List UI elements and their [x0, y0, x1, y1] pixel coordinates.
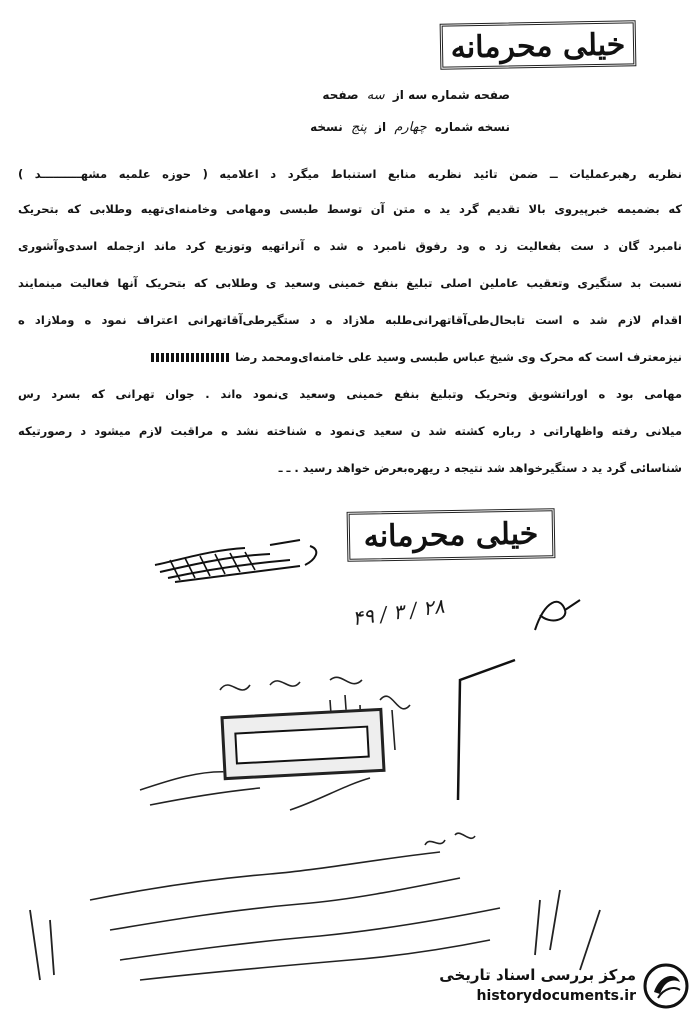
bracket-line [420, 650, 540, 810]
copy-number-of: از [375, 120, 387, 134]
copy-number-suffix: نسخه [310, 120, 343, 134]
inner-registration-stamp [220, 708, 385, 780]
copy-number-line [310, 120, 510, 135]
margin-mark [520, 590, 600, 640]
page-number-label: صفحه شماره سه [408, 88, 510, 102]
archive-name: مرکز بررسی اسناد تاریخی [439, 966, 636, 984]
inner-stamp-frame [234, 726, 369, 765]
page-total-handwritten: سه [366, 88, 385, 103]
body-line-4: نسبت بد ستگیری وتعقیب عاملین اصلی تبلیغ بنفع خمینی وسعید ی وطلابی که بتحریک آنها فعالیت مینمایند [18, 276, 682, 290]
copy-number-label: نسخه شماره [434, 120, 510, 134]
body-line-5: اقدام لازم شد ه است تابحال‌طی‌آقاتهرانی‌طلبه ملازاد ه د ستگیرطی‌آقاتهرانی اعتراف نمود ه وملازاد ه [18, 313, 682, 327]
archive-url: historydocuments.ir [476, 988, 636, 1004]
top-classification-stamp: خیلی محرمانه [440, 20, 637, 69]
copy-total-handwritten: پنج [350, 120, 367, 135]
body-line-3: نامبرد گان د ست بفعالیت زد ه ود رفوق نامبرد ه شد ه آنراتهیه وتوزیع کرد ماند ازجمله اسدی‌وآشوری [18, 239, 682, 253]
page-number-line [322, 88, 510, 103]
archive-logo-icon [642, 962, 690, 1010]
page-number-suffix: صفحه [322, 88, 359, 102]
archive-logo-watermark [414, 958, 694, 1014]
body-line-7: مهامی بود ه اوراتشویق وتحریک وتبلیغ بنفع خمینی وسعید ی‌نمود ه‌اند . جوان تهرانی که بسرد رس [18, 387, 682, 401]
signature-scribble [150, 520, 340, 590]
copy-number-handwritten: چهارم [394, 120, 427, 135]
body-line-1: نظریه رهبرعملیات ــ ضمن تائید نظریه منابع استنباط میگرد د اعلامیه ( حوزه علمیه مشهــــــــــد ) [18, 167, 682, 181]
body-line-8: میلانی رفته واظهاراتی د رباره کشته شد ن سعید ی‌نمود ه شناخته نشد ه مراقبت لازم میشود د رصورتیکه [18, 424, 682, 438]
body-line-9: شناسائی گرد ید د ستگیرخواهد شد نتیجه د ریهره‌بعرض خواهد رسید . ـ ـ [278, 461, 682, 475]
body-line-6-text: نیزمعترف است که محرک وی شیخ عباس طبسی وسید علی خامنه‌ای‌ومحمد رضا [235, 350, 682, 364]
page-number-of: از [392, 88, 404, 102]
bottom-classification-stamp: خیلی محرمانه [347, 508, 556, 562]
handwritten-date: ۲۸ / ۳ / ۴۹ [350, 593, 446, 631]
body-line-6 [18, 350, 682, 364]
redaction-mark [151, 353, 231, 362]
body-line-2: که بضمیمه خبرپیروی بالا تقدیم گرد ید ه متن آن توسط طبسی ومهامی وخامنه‌ای‌تهیه وطلابی که بتحریک [18, 202, 682, 216]
